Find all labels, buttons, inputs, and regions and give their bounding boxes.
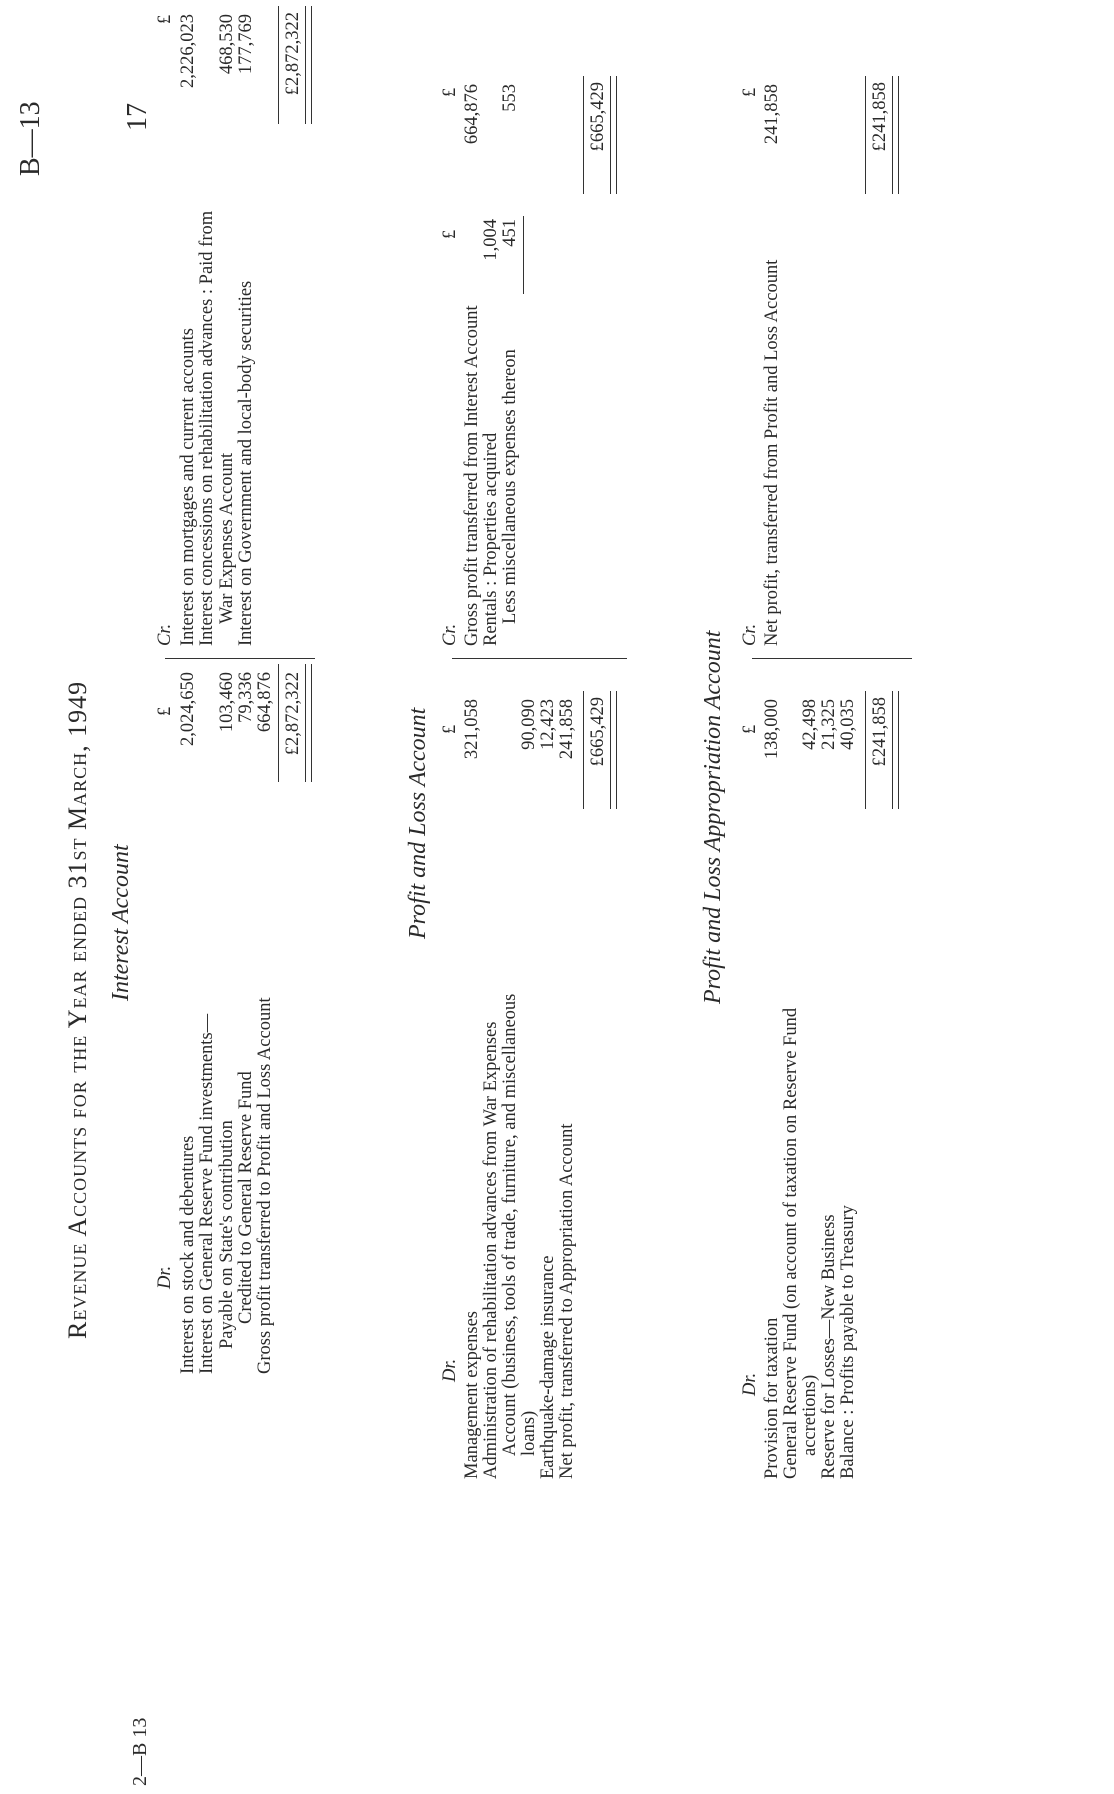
interest-cr-label: Cr.: [155, 623, 175, 646]
pl-cr-total: £665,429: [588, 82, 608, 152]
pl-cr-label: Cr.: [440, 623, 460, 646]
pl-cr-line: Less miscellaneous expenses thereon: [500, 349, 520, 624]
interest-dr-amount: 79,336: [236, 672, 256, 723]
pl-dr-label: Dr.: [440, 1358, 460, 1382]
interest-cr-amount: 177,769: [236, 14, 256, 75]
appr-dr-line: accretions): [800, 1374, 820, 1456]
page-code-left: 2—B 13: [129, 1717, 151, 1786]
appropriation-heading: Profit and Loss Appropriation Account: [700, 630, 726, 1004]
appr-cr-pound: £: [740, 87, 760, 97]
interest-dr-line: Payable on State's contribution: [217, 1120, 237, 1349]
appr-cr-label: Cr.: [740, 623, 760, 646]
interest-cr-line: Interest on Government and local-body securities: [236, 280, 256, 646]
interest-dr-amount: 2,024,650: [178, 672, 198, 746]
appr-dr-total: £241,858: [870, 697, 890, 767]
interest-cr-amount: 468,530: [217, 14, 237, 75]
pl-cr-amount: 553: [500, 84, 520, 112]
interest-dr-amount: 103,460: [217, 672, 237, 733]
pl-cr-sub-amount: 1,004: [481, 219, 501, 261]
page-code-right: B—13: [15, 101, 46, 176]
interest-cr-total: £2,872,322: [283, 12, 303, 96]
pl-dr-total: £665,429: [588, 697, 608, 767]
appr-dr-line: Reserve for Losses—New Business: [819, 1214, 839, 1479]
appr-dr-amount: 138,000: [762, 699, 782, 760]
interest-cr-line: Interest on mortgages and current accounts: [178, 328, 198, 646]
pl-dr-amount: 241,858: [557, 699, 577, 760]
pl-cr-sub-amount: 451: [500, 219, 520, 247]
pl-dr-line: Account (business, tools of trade, furniture, and miscellaneous: [500, 993, 520, 1456]
pl-dr-line: Administration of rehabilitation advances from War Expenses: [481, 1021, 501, 1479]
pl-dr-amount: 12,423: [538, 699, 558, 750]
pl-cr-pound: £: [440, 87, 460, 97]
pl-dr-line: loans): [519, 1410, 539, 1456]
pl-dr-line: Management expenses: [462, 1311, 482, 1479]
appr-cr-amount: 241,858: [762, 84, 782, 145]
interest-dr-total: £2,872,322: [283, 672, 303, 756]
page-number: 17: [122, 103, 153, 131]
appr-dr-amount: 21,325: [819, 699, 839, 750]
appr-divider: [752, 658, 912, 659]
pl-cr-line: Gross profit transferred from Interest Account: [462, 305, 482, 646]
pl-dr-amount: 321,058: [462, 699, 482, 760]
pl-dr-pound: £: [440, 724, 460, 734]
profit-loss-heading: Profit and Loss Account: [405, 707, 431, 939]
interest-dr-line: Gross profit transferred to Profit and Loss Account: [255, 997, 275, 1374]
interest-cr-amount: 2,226,023: [178, 14, 198, 88]
interest-dr-line: Interest on stock and debentures: [178, 1135, 198, 1374]
interest-dr-amount: 664,876: [255, 672, 275, 733]
appr-cr-total: £241,858: [870, 82, 890, 152]
interest-divider: [165, 658, 315, 659]
appr-dr-line: General Reserve Fund (on account of taxation on Reserve Fund: [781, 1007, 801, 1479]
pl-dr-line: Net profit, transferred to Appropriation Account: [557, 1123, 577, 1479]
interest-dr-pound: £: [155, 706, 175, 716]
pl-cr-amount: 664,876: [462, 84, 482, 145]
pl-cr-line: Rentals : Properties acquired: [481, 432, 501, 646]
interest-cr-line: Interest concessions on rehabilitation advances : Paid from: [197, 210, 217, 646]
pl-dr-line: Earthquake-damage insurance: [538, 1255, 558, 1479]
pl-divider: [452, 658, 627, 659]
interest-dr-label: Dr.: [155, 1265, 175, 1289]
appr-dr-pound: £: [740, 724, 760, 734]
interest-cr-pound: £: [155, 14, 175, 24]
interest-account-heading: Interest Account: [108, 844, 134, 1001]
appr-dr-label: Dr.: [740, 1372, 760, 1396]
page-title: Revenue Accounts for the Year ended 31st March, 1949: [63, 680, 92, 1339]
appr-dr-amount: 40,035: [838, 699, 858, 750]
appr-dr-line: Provision for taxation: [762, 1317, 782, 1479]
pl-cr-sub-pound: £: [440, 229, 460, 239]
interest-dr-line: Credited to General Reserve Fund: [236, 1071, 256, 1324]
appr-dr-amount: 42,498: [800, 699, 820, 750]
appr-dr-line: Balance : Profits payable to Treasury: [838, 1205, 858, 1479]
pl-dr-amount: 90,090: [519, 699, 539, 750]
interest-dr-line: Interest on General Reserve Fund investments—: [197, 1013, 217, 1374]
appr-cr-line: Net profit, transferred from Profit and Loss Account: [762, 259, 782, 646]
interest-cr-line: War Expenses Account: [217, 452, 237, 624]
